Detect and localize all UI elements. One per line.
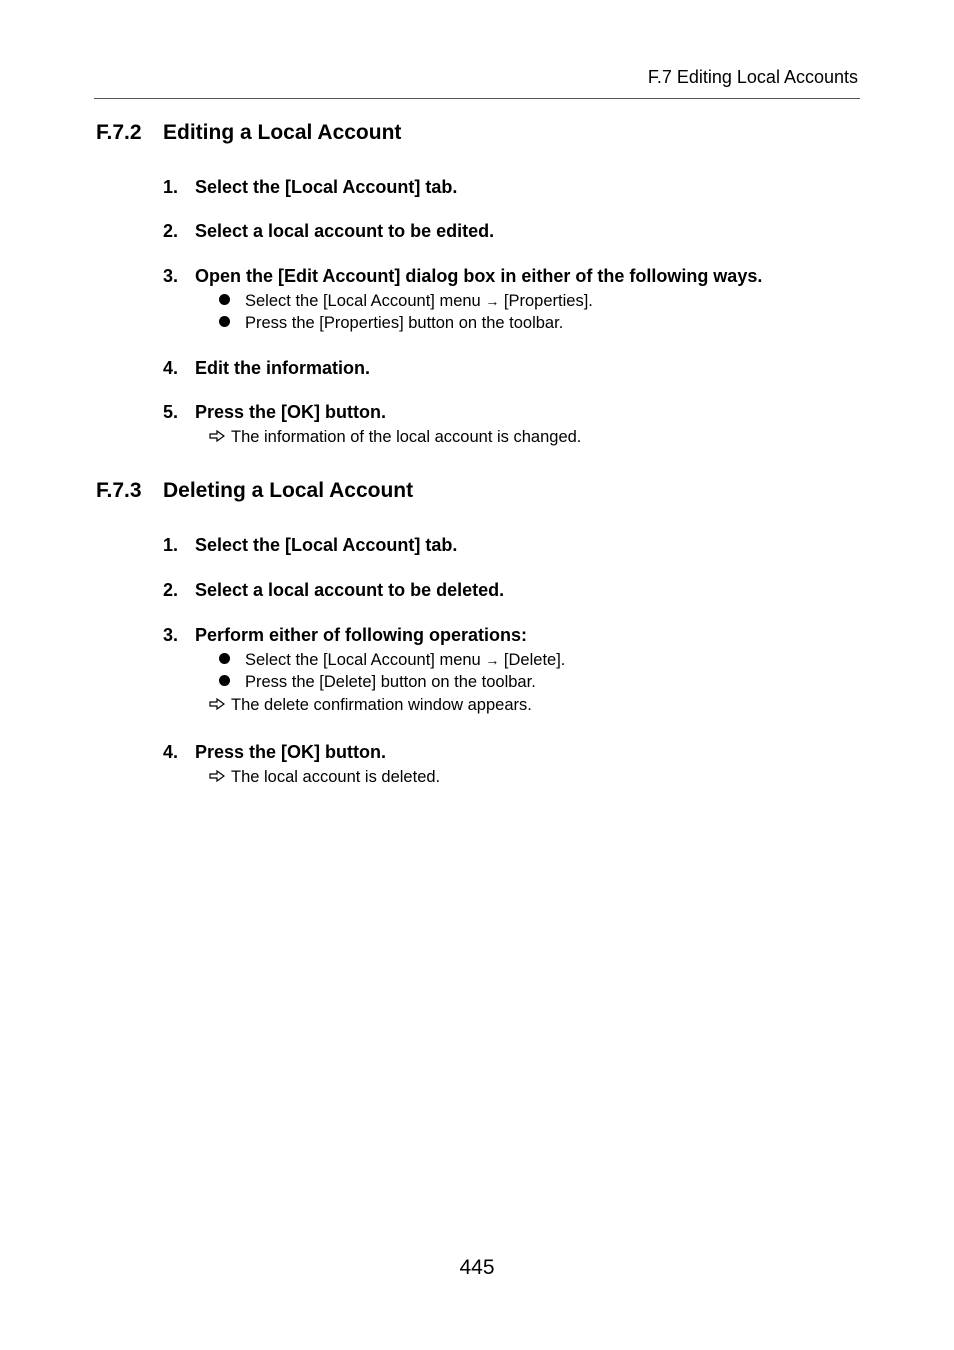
header-divider xyxy=(94,98,860,99)
step-number: 2. xyxy=(163,221,179,241)
running-header: F.7 Editing Local Accounts xyxy=(647,67,858,87)
bullet-icon xyxy=(219,675,230,686)
section-title: Editing a Local Account xyxy=(163,121,402,144)
list-item xyxy=(219,291,593,311)
result-text: The delete confirmation window appears. xyxy=(231,696,532,714)
step-number: 1. xyxy=(163,177,179,197)
step-number: 3. xyxy=(163,625,179,645)
bullet-text: Select the [Local Account] menu xyxy=(245,292,481,310)
edit-step-2 xyxy=(163,220,494,242)
step-result xyxy=(209,767,440,787)
result-arrow-icon xyxy=(209,698,225,710)
bullet-icon xyxy=(219,653,230,664)
step-text: Select a local account to be deleted. xyxy=(195,580,505,600)
bullet-text: Press the [Properties] button on the toolbar. xyxy=(245,314,564,332)
section-number: F.7.2 xyxy=(96,121,142,144)
section-number: F.7.3 xyxy=(96,479,142,502)
step-number: 2. xyxy=(163,580,179,600)
delete-step-4 xyxy=(163,741,386,763)
step-text: Edit the information. xyxy=(195,358,370,378)
edit-step-4 xyxy=(163,357,370,379)
edit-step-3 xyxy=(163,265,762,287)
step-text: Press the [OK] button. xyxy=(195,742,387,762)
section-title: Deleting a Local Account xyxy=(163,479,414,502)
step-number: 3. xyxy=(163,266,179,286)
list-item xyxy=(219,672,536,692)
right-arrow-icon: → xyxy=(485,293,500,309)
list-item xyxy=(219,313,563,333)
step-number: 5. xyxy=(163,402,179,422)
delete-step-1 xyxy=(163,534,457,556)
step-number: 4. xyxy=(163,358,179,378)
step-text: Select the [Local Account] tab. xyxy=(195,535,458,555)
bullet-text: [Properties]. xyxy=(503,292,593,310)
bullet-text: [Delete]. xyxy=(503,651,566,669)
list-item xyxy=(219,650,565,670)
step-text: Select a local account to be edited. xyxy=(195,221,495,241)
result-text: The local account is deleted. xyxy=(231,768,441,786)
delete-step-2 xyxy=(163,579,504,601)
step-text: Open the [Edit Account] dialog box in either of the following ways. xyxy=(195,266,763,286)
result-arrow-icon xyxy=(209,770,225,782)
result-text: The information of the local account is changed. xyxy=(231,428,582,446)
bullet-text: Select the [Local Account] menu xyxy=(245,651,481,669)
bullet-icon xyxy=(219,316,230,327)
section-heading-deleting xyxy=(96,478,413,504)
bullet-text: Press the [Delete] button on the toolbar. xyxy=(245,673,536,691)
step-text: Perform either of following operations: xyxy=(195,625,528,645)
right-arrow-icon: → xyxy=(485,652,500,668)
page-number: 445 xyxy=(459,1256,495,1279)
step-result xyxy=(209,695,532,715)
bullet-icon xyxy=(219,294,230,305)
step-result xyxy=(209,427,581,447)
section-heading-editing xyxy=(96,120,401,146)
edit-step-1 xyxy=(163,176,457,198)
delete-step-3 xyxy=(163,624,527,646)
step-number: 1. xyxy=(163,535,179,555)
step-number: 4. xyxy=(163,742,179,762)
edit-step-5 xyxy=(163,401,386,423)
step-text: Select the [Local Account] tab. xyxy=(195,177,458,197)
result-arrow-icon xyxy=(209,430,225,442)
step-text: Press the [OK] button. xyxy=(195,402,387,422)
